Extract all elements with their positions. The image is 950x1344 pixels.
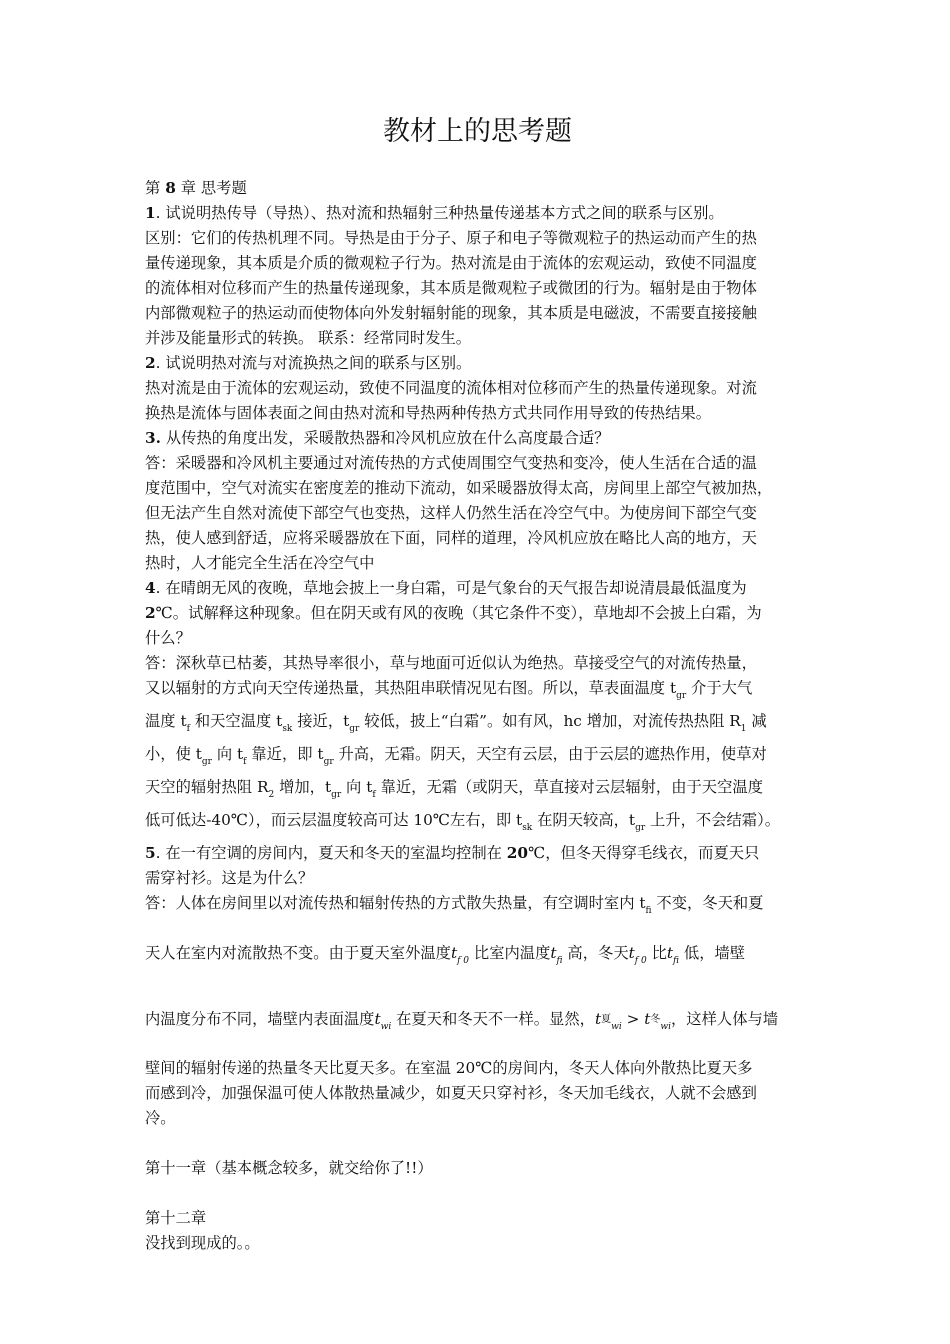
subscript: wi [611,1022,622,1032]
question-text: . 试说明热对流与对流换热之间的联系与区别。 [155,354,472,372]
spacer [145,1131,810,1156]
temperature-value: 2 [145,604,156,622]
temperature-value: 20 [506,844,529,862]
question-number: 4 [145,579,156,597]
answer-text: 接近，t [292,712,350,730]
question-4 [145,576,810,601]
answer-line: 壁间的辐射传递的热量冬天比夏天多。在室温 20℃的房间内，冬天人体向外散热比夏天多 [145,1059,753,1077]
answer-text: 低可低达-40℃），而云层温度较高可达 10℃左右，即 t [145,811,523,829]
subscript: f [372,790,376,800]
answer-text: 温度 t [145,712,187,730]
question-2 [145,351,810,376]
answer-line: 度范围中，空气对流实在密度差的推动下流动，如采暖器放得太高，房间里上部空气被加热， [145,479,773,497]
chapter-8-heading [145,176,810,201]
document-page [145,110,810,1256]
chapter-12-text: 没找到现成的。。 [145,1234,260,1252]
question-number: 3. [145,429,161,447]
answer-text: 靠近，即 t [246,745,324,763]
math-var: t [550,944,557,962]
heading-number: 8 [165,179,176,197]
answer-line: 区别：它们的传热机理不同。导热是由于分子、原子和电子等微观粒子的热运动而产生的热 [145,229,757,247]
answer-text: 比 [646,944,667,962]
subscript: fi [556,956,563,966]
subscript: gr [635,823,646,833]
answer-math-line [145,990,810,1056]
answer-line: 的流体相对位移而产生的热量传递现象，其本质是微观粒子或微团的行为。辐射是由于物体 [145,279,757,297]
question-5 [145,841,810,866]
question-text: ℃，但冬天得穿毛线衣，而夏天只 [528,844,760,862]
math-var: t [594,1010,602,1028]
math-operator: > [621,1010,645,1028]
subscript: fi [645,906,652,916]
subscript: gr [323,757,334,767]
subscript: gr [201,757,212,767]
answer-text: 向 t [341,778,373,796]
math-var: t [644,1010,651,1028]
superscript: 冬 [650,1014,661,1025]
answer-line: 答：深秋草已枯萎，其热导率很小，草与地面可近似认为绝热。草接受空气的对流传热量， [145,654,757,672]
answer-text: 比室内温度 [469,944,551,962]
answer-text: 增加，t [274,778,332,796]
answer-text: 在阴天较高，t [532,811,636,829]
answer-line: 内部微观粒子的热运动而使物体向外发射辐射能的现象，其本质是电磁波，不需要直接接触 [145,304,757,322]
math-var: t [628,944,635,962]
question-5-line-2: 需穿衬衫。这是为什么？ [145,869,314,887]
answer-line [145,891,810,924]
answer-text: 上升，不会结霜）。 [645,811,781,829]
math-var: t [666,944,674,962]
heading-suffix: 章 思考题 [180,179,247,197]
subscript: wi [660,1022,671,1032]
subscript: fi [673,956,680,966]
answer-line [145,676,810,709]
answer-text: 小，使 t [145,745,202,763]
answer-line: 热对流是由于流体的宏观运动，致使不同温度的流体相对位移而产生的热量传递现象。对流 [145,379,757,397]
math-var: t [374,1010,381,1028]
answer-text: 靠近，无霜（或阴天，草直接对云层辐射，由于天空温度 [375,778,763,796]
subscript: f 0 [634,956,647,966]
subscript: 1 [740,724,747,734]
question-number: 5 [145,844,156,862]
answer-text: 介于大气 [686,679,753,697]
answer-line: 并涉及能量形式的转换。 联系：经常同时发生。 [145,329,472,347]
subscript: sk [282,724,293,734]
document-title: 教材上的思考题 [383,116,572,147]
answer-line [145,742,810,775]
answer-line: 热，使人感到舒适，应将采暖器放在下面，同样的道理，冷风机应放在略比人高的地方，天 [145,529,757,547]
answer-text: 减 [746,712,767,730]
question-text: . 在晴朗无风的夜晚，草地会披上一身白霜，可是气象台的天气报告却说清晨最低温度为 [155,579,747,597]
question-text: 从传热的角度出发，采暖散热器和冷风机应放在什么高度最合适？ [160,429,610,447]
answer-line: 量传递现象，其本质是介质的微观粒子行为。热对流是由于流体的宏观运动，致使不同温度 [145,254,757,272]
subscript: f 0 [457,956,470,966]
answer-line: 换热是流体与固体表面之间由热对流和导热两种传热方式共同作用导致的传热结果。 [145,404,711,422]
answer-text: 低，墙壁 [679,944,746,962]
answer-line [145,808,810,841]
question-4-line-2 [145,601,810,626]
answer-line [145,775,810,808]
math-var: t [450,944,458,962]
answer-text: 较低，披上“白霜”。如有风，hc 增加，对流传热热阻 R [359,712,741,730]
heading-prefix: 第 [145,179,161,197]
answer-text: 又以辐射的方式向天空传递热量，其热阻串联情况见右图。所以，草表面温度 t [145,679,677,697]
subscript: 2 [268,790,275,800]
question-1 [145,201,810,226]
subscript: f [186,724,190,734]
question-4-line-3: 什么？ [145,629,191,647]
answer-line [145,709,810,742]
subscript: sk [522,823,533,833]
subscript: wi [380,1022,392,1032]
answer-line: 答：采暖器和冷风机主要通过对流传热的方式使周围空气变热和变冷，使人生活在合适的温 [145,454,757,472]
answer-line: 而感到冷，加强保温可使人体散热量减少，如夏天只穿衬衫，冬天加毛线衣，人就不会感到 [145,1084,757,1102]
question-number: 1 [145,204,156,222]
question-number: 2 [145,354,156,372]
answer-text: 向 t [211,745,244,763]
answer-text: 天空的辐射热阻 R [145,778,269,796]
answer-line: 但无法产生自然对流使下部空气也变热，这样人仍然生活在冷空气中。为使房间下部空气变 [145,504,757,522]
superscript: 夏 [601,1014,612,1025]
question-text: . 试说明热传导（导热）、热对流和热辐射三种热量传递基本方式之间的联系与区别。 [155,204,724,222]
answer-math-line [145,924,810,990]
answer-text: 高，冬天 [562,944,629,962]
answer-text: 天人在室内对流散热不变。由于夏天室外温度 [145,944,451,962]
answer-text: 不变，冬天和夏 [651,894,764,912]
answer-text: 升高，无霜。阴天，天空有云层，由于云层的遮热作用，使草对 [333,745,767,763]
subscript: gr [331,790,342,800]
spacer [145,1181,810,1206]
answer-line: 热时，人才能完全生活在冷空气中 [145,554,375,572]
chapter-12-heading: 第十二章 [145,1209,207,1227]
question-text: . 在一有空调的房间内，夏天和冬天的室温均控制在 [155,844,507,862]
answer-text: 和天空温度 t [189,712,283,730]
question-text: ℃。试解释这种现象。但在阴天或有风的夜晚（其它条件不变），草地却不会披上白霜，为 [155,604,762,622]
answer-text: ，这样人体与墙 [671,1010,779,1028]
subscript: gr [676,691,687,701]
answer-text: 答：人体在房间里以对流传热和辐射传热的方式散失热量，有空调时室内 t [145,894,646,912]
answer-text: 在夏天和冬天不一样。显然， [391,1010,595,1028]
answer-line: 冷。 [145,1109,176,1127]
question-3 [145,426,810,451]
answer-text: 内温度分布不同，墙壁内表面温度 [145,1010,375,1028]
subscript: gr [349,724,360,734]
subscript: f [243,757,247,767]
chapter-11-heading: 第十一章（基本概念较多，就交给你了!!） [145,1159,433,1177]
chapter-8-section [145,176,810,1256]
